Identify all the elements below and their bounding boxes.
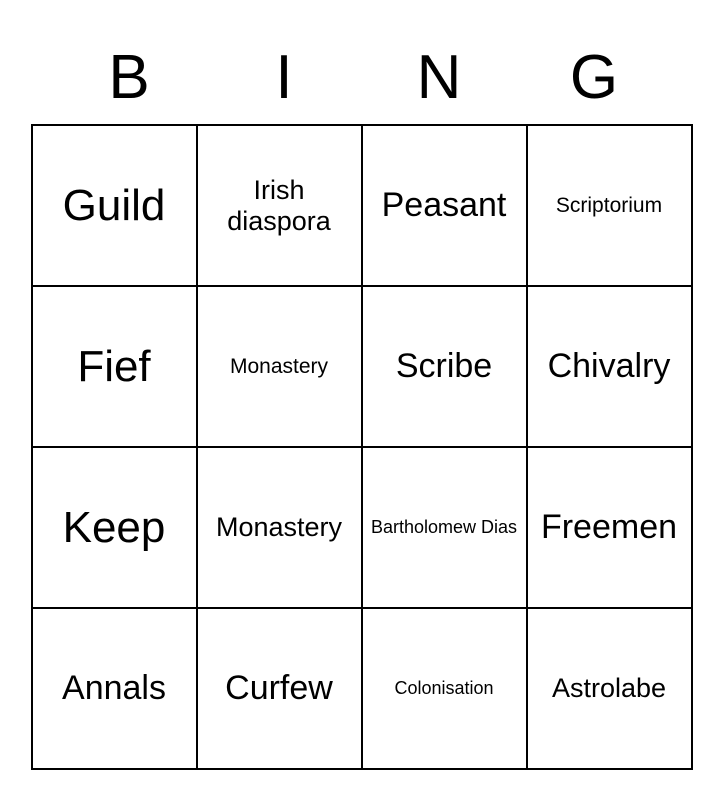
bingo-cell[interactable] (32, 286, 197, 447)
bingo-cell-label: Fief (77, 341, 151, 391)
bingo-header (52, 0, 672, 114)
header-letter-b: B (108, 43, 150, 112)
header-letter-i: I (275, 43, 293, 112)
bingo-cell-label: Monastery (229, 354, 329, 378)
bingo-cell[interactable] (197, 286, 362, 447)
bingo-cell-label: Monastery (215, 512, 343, 543)
bingo-cell[interactable] (527, 286, 692, 447)
bingo-row (32, 125, 692, 286)
bingo-cell-label: Annals (62, 669, 166, 708)
bingo-cell[interactable] (197, 125, 362, 286)
bingo-cell[interactable] (32, 447, 197, 608)
bingo-cell[interactable] (32, 608, 197, 769)
bingo-cell-label: Curfew (225, 669, 333, 708)
bingo-cell[interactable] (197, 608, 362, 769)
header-letter-g: G (569, 43, 619, 112)
bingo-cell[interactable] (362, 608, 527, 769)
bingo-cell-label: Scribe (395, 347, 493, 386)
bingo-cell-label: Peasant (381, 186, 507, 225)
bingo-cell-label: Bartholomew Dias (370, 517, 518, 538)
bingo-cell-label: Colonisation (394, 678, 494, 699)
bingo-cell[interactable] (32, 125, 197, 286)
bingo-cell[interactable] (527, 125, 692, 286)
bingo-cell[interactable] (362, 286, 527, 447)
bingo-cell[interactable] (527, 608, 692, 769)
bingo-cell[interactable] (527, 447, 692, 608)
bingo-row (32, 286, 692, 447)
bingo-cell[interactable] (362, 125, 527, 286)
bingo-cell-label: Freemen (540, 508, 678, 547)
bingo-cell-label: Keep (62, 502, 166, 552)
bingo-cell[interactable] (197, 447, 362, 608)
bingo-cell-label: Irish diaspora (227, 175, 331, 236)
bingo-cell-label: Astrolabe (551, 673, 667, 704)
bingo-cell-label: Guild (62, 180, 166, 230)
bingo-cell-label: Scriptorium (555, 193, 663, 217)
header-letter-n: N (416, 43, 462, 112)
bingo-grid (31, 124, 693, 770)
bingo-cell-label: Chivalry (547, 347, 671, 386)
bingo-row (32, 608, 692, 769)
bingo-cell[interactable] (362, 447, 527, 608)
bingo-row (32, 447, 692, 608)
